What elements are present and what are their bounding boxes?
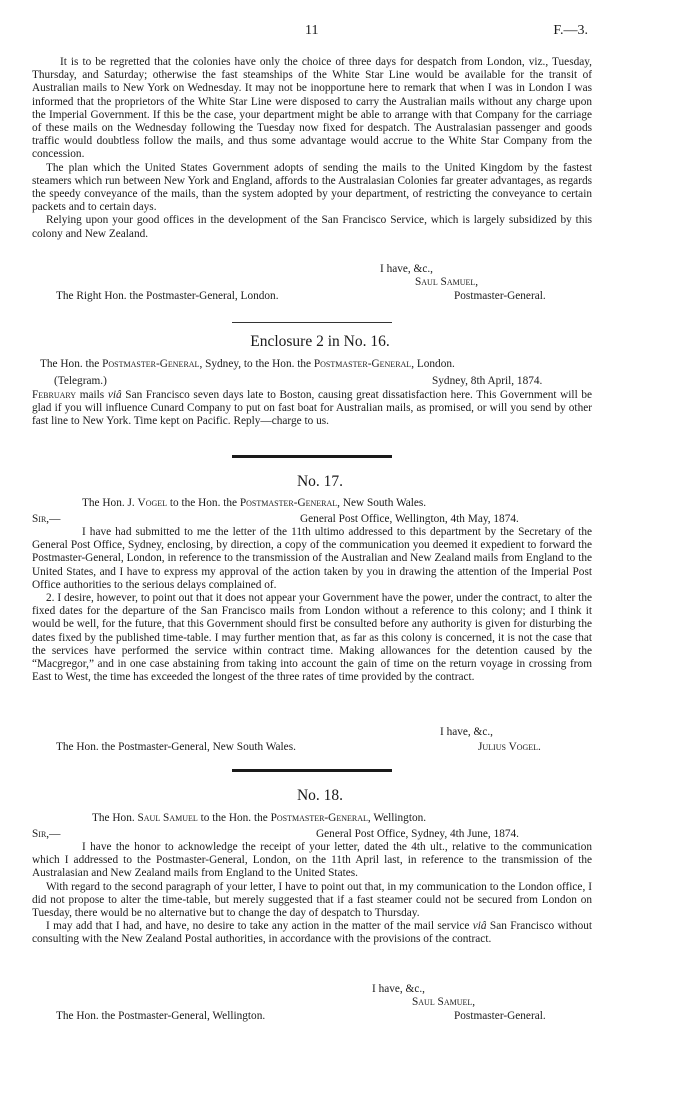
addressee: The Hon. the Postmaster-General, New South Wales.: [56, 741, 296, 753]
text: viâ: [472, 920, 487, 933]
text: San Francisco without consulting with the New Zealand Postal authorities, in accordance with the provisions of the contract.: [32, 920, 593, 946]
signature: Saul Samuel,: [415, 276, 479, 288]
divider: [232, 322, 392, 323]
letter-17-from-line: [0, 497, 700, 511]
addressee: The Right Hon. the Postmaster-General, London.: [56, 290, 279, 302]
text: I may add that I had, and have, no desire to take any action in the matter of the mail service: [46, 920, 473, 933]
paragraph: It is to be regretted that the colonies have only the choice of three days for despatch from London, viz., Tuesday, Thursday, and Saturday; otherwise the fast steamships of the White Star Line would be available for the transit of Australian mails to New York on Wednesday. It may not be inopportune here to remark that when I was in London I was informed that the proprietors of the White Star Line were disposed to carry the Australian mails without any charge upon the Imperial Government. If this be the case, your department might be able to arrange with that Company for the carriage of these mails on the Wednesday following the Tuesday now fixed for despatch. The Australasian passenger and goods traffic would doubtless follow the mails, and thus some advantage would accrue to the White Star Company from the concession.: [32, 56, 592, 161]
enclosure-from-line: [0, 358, 700, 372]
letter-17-body: [32, 526, 592, 684]
signature-line: [0, 996, 700, 1010]
telegram-line: [0, 375, 700, 389]
text: Postmaster-General: [239, 497, 338, 509]
place-date: General Post Office, Wellington, 4th May, 1874.: [300, 513, 519, 525]
closing-line: [0, 263, 700, 277]
enclosure-body: [32, 389, 592, 429]
signer-title: Postmaster-General.: [454, 290, 546, 302]
closing: I have, &c.,: [440, 726, 494, 738]
letter-18-title: No. 18.: [296, 787, 344, 804]
telegram-label: (Telegram.): [54, 375, 107, 387]
text: Postmaster-General: [270, 812, 368, 824]
paragraph: I have the honor to acknowledge the receipt of your letter, dated the 4th ult., relative to the communication which I addressed to the Postmaster-General, London, on the 11th April last, in reference to the transmission of the Australasian and New Zealand mails from England to the United States.: [32, 841, 592, 880]
text: The Hon.: [92, 812, 138, 824]
signature: Saul Samuel,: [412, 996, 476, 1008]
text: The Hon. J.: [82, 497, 138, 509]
text: mails: [76, 389, 108, 401]
addressee: The Hon. the Postmaster-General, Wellington.: [56, 1010, 266, 1022]
place-date: General Post Office, Sydney, 4th June, 1874.: [316, 828, 519, 840]
paragraph: [32, 389, 592, 429]
paragraph: 2. I desire, however, to point out that it does not appear your Government have the power, under the contract, to alter the fixed dates for the departure of the San Francisco mails from London without a reference to this colony; and I think it would be well, for the future, that this Government should first be consulted before any authority is given for disturbing the dates fixed by the published time-table. I may further mention that, as far as this colony is concerned, it is not the case that the services have performed the service within contract time. Making allowances for the detention caused by the “Macgregor,” and in one case abstaining from taking into account the gain of time on the return voyage in crossing from East to West, the time has exceeded the longest of the three rates of time provided by the contract.: [32, 592, 592, 684]
paragraph: I have had submitted to me the letter of the 11th ultimo addressed to this department by the Secretary of the General Post Office, Sydney, enclosing, by direction, a copy of the communication you deemed it expedient to forward the Postmaster-General, London, in reference to the transmission of the Australian and New Zealand mails from England to the United States, and I have to express my approval of the action taken by you in drawing the attention of the Imperial Post Office authorities to the serious delays complained of.: [32, 526, 592, 591]
text: Postmaster-General: [102, 358, 200, 370]
addressee-line: [0, 1010, 700, 1024]
text: , New South Wales.: [337, 497, 427, 509]
text: , Sydney, to the Hon. the: [199, 358, 314, 370]
text: , London.: [411, 358, 455, 370]
letter-17-salutation-line: [0, 513, 700, 527]
signature-line: [0, 276, 700, 290]
text: Postmaster-General: [313, 358, 412, 370]
text: The Hon. the: [40, 358, 103, 370]
salutation: Sir,—: [32, 513, 61, 525]
closing: I have, &c.,: [372, 983, 426, 995]
text: Saul Samuel: [137, 812, 198, 824]
previous-letter: [32, 56, 592, 241]
letter-18-from-line: [0, 812, 700, 826]
text: to the Hon. the: [167, 497, 240, 509]
signer-title: Postmaster-General.: [454, 1010, 546, 1022]
addressee-line: [0, 290, 700, 304]
letter-18-body: [32, 841, 592, 947]
signature: Julius Vogel.: [478, 741, 541, 753]
closing-line: [0, 983, 700, 997]
text: San Francisco seven days late to Boston, causing great dissatisfaction here. This Government will be glad if you will influence Cunard Company to put on fast boat for Australian mails, as promised, or will you send by other fast line to New York. Time kept on Pacific. Reply—charge to us.: [32, 389, 593, 428]
paragraph: [32, 920, 592, 946]
page-header: [0, 24, 700, 42]
addressee-line: [0, 741, 700, 755]
text: Vogel: [137, 497, 168, 509]
text: February: [32, 389, 77, 401]
text: to the Hon. the: [197, 812, 271, 824]
divider: [232, 769, 392, 772]
page-number: 11: [305, 23, 319, 38]
closing: I have, &c.,: [380, 263, 434, 275]
enclosure-title: Enclosure 2 in No. 16.: [250, 333, 390, 350]
letter-17-title: No. 17.: [296, 473, 344, 490]
paragraph: With regard to the second paragraph of your letter, I have to point out that, in my communication to the London office, I did not propose to alter the time-table, but merely suggested that if a fast steamer could not be secured from London on Tuesday, there would be no alternative but to change the day of despatch to Thursday.: [32, 880, 592, 920]
place-date: Sydney, 8th April, 1874.: [432, 375, 543, 387]
divider: [232, 455, 392, 458]
paragraph: Relying upon your good offices in the development of the San Francisco Service, which is largely subsidized by this colony and New Zealand.: [32, 214, 592, 240]
text: , Wellington.: [367, 812, 427, 824]
salutation: Sir,—: [32, 828, 61, 840]
text: viâ: [107, 389, 122, 401]
closing-line: [0, 726, 700, 740]
paper-reference: F.—3.: [553, 23, 588, 38]
letter-18-salutation-line: [0, 828, 700, 842]
paragraph: The plan which the United States Government adopts of sending the mails to the United Kingdom by the fastest steamers which run between New York and England, affords to the Australasian Colonies far greater advantages, as regards the speedy conveyance of the mails, than the system adopted by your department, of restricting the conveyance to certain packets and to certain days.: [32, 161, 592, 214]
